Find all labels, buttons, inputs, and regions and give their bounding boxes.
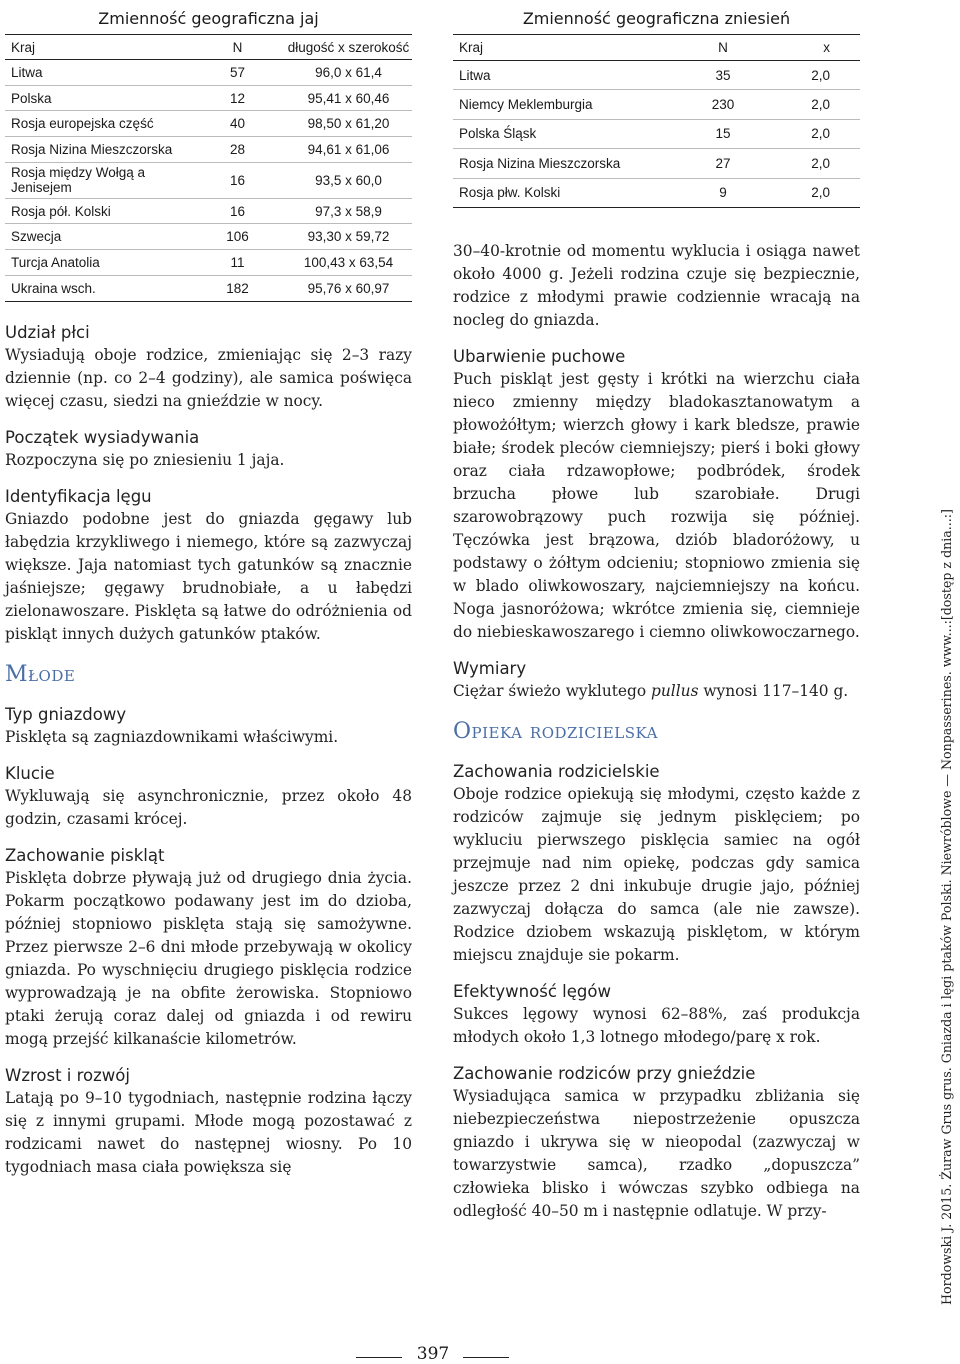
table-cell: 28	[229, 141, 246, 157]
section-heading: Zachowanie piskląt	[5, 845, 165, 865]
paragraph: Pisklęta są zagniazdownikami właściwymi.	[5, 727, 339, 746]
table-row	[453, 179, 860, 208]
footer-rule-right	[463, 1357, 509, 1358]
table-row	[5, 86, 412, 112]
table-cell: Rosja Nizina Mieszczorska	[11, 141, 173, 157]
side-citation: Hordowski J. 2015. Żuraw Grus grus. Gniazda i lęgi ptaków Polski. Niewróblowe — Nonpasserines. www...:[dostęp z dnia...:]	[939, 509, 954, 1305]
paragraph: Wykluwają się asynchronicznie, przez około 48 godzin, czasami krócej.	[5, 786, 412, 828]
paragraph: Wysiadująca samica w przypadku zbliżania się niebezpieczeństwa niepostrzeżenie opuszcza gniazdo i ukrywa się w nieopodal (zazwyczaj w towarzystwie samca), rzadko „dopuszcza” człowieka blisko i wówczas szybko odbiega na odległość 40–50 m i następnie odlatuje. W przy-	[453, 1086, 860, 1220]
footer-rule-left	[356, 1357, 402, 1358]
table-cell: 94,61 x 61,06	[307, 141, 390, 157]
text-run: wynosi 117–140 g.	[698, 681, 849, 700]
table-cell: 2,0	[811, 185, 830, 201]
paragraph: Latają po 9–10 tygodniach, następnie rodzina łączy się z innymi grupami. Młode mogą pozostawać z rodzicami nawet do następnej wiosny. Po 10 tygodniach masa ciała powiększa się	[5, 1088, 412, 1176]
table-row	[5, 163, 412, 199]
page-footer	[0, 1330, 960, 1364]
right-column	[453, 0, 860, 1223]
header-cell: Kraj	[11, 39, 36, 55]
table-cell: 16	[229, 203, 246, 219]
section-heading: Efektywność lęgów	[453, 981, 611, 1001]
header-cell: x	[823, 40, 830, 55]
paragraph: Rozpoczyna się po zniesieniu 1 jaja.	[5, 450, 285, 469]
section-heading: Zachowania rodzicielskie	[453, 761, 660, 781]
table-row	[5, 137, 412, 163]
table-cell: Litwa	[11, 64, 43, 80]
table-cell: 15	[715, 126, 731, 142]
clutch-size-table	[453, 0, 860, 208]
table-cell: 106	[226, 229, 249, 245]
table-cell: 57	[229, 64, 246, 80]
table-row	[5, 250, 412, 276]
table-cell: 95,76 x 60,97	[307, 280, 390, 296]
table-cell: 40	[229, 116, 246, 132]
chapter-heading: Opieka rodzicielska	[453, 718, 658, 744]
paragraph: Gniazdo podobne jest do gniazda gęgawy lub łabędzia krzykliwego i niemego, które są zazwyczaj większe. Jaja natomiast tych gatunków są znacznie jaśniejsze; gęgawy brudnobiałe, a u łabędzi zielonawoszare. Pisklęta są łatwe do odróżnienia od piskląt innych dużych gatunków ptaków.	[5, 509, 412, 643]
table-cell: 16	[229, 172, 246, 188]
left-column	[5, 0, 412, 1179]
table-header-row	[453, 35, 860, 61]
table-cell: 2,0	[811, 97, 830, 113]
paragraph: Wysiadują oboje rodzice, zmieniając się 2–3 razy dziennie (np. co 2–4 godziny), ale samica poświęca więcej czasu, siedzi na gnieździe w nocy.	[5, 345, 412, 410]
table-cell: Polska Śląsk	[459, 126, 537, 142]
table-cell: Litwa	[459, 67, 491, 83]
text-run: Ciężar świeżo wyklutego	[453, 681, 652, 700]
table-header-row	[5, 35, 412, 60]
paragraph	[453, 680, 860, 703]
table-row	[453, 149, 860, 178]
table-cell: 98,50 x 61,20	[307, 116, 390, 132]
paragraph: 30–40-krotnie od momentu wyklucia i osiąga nawet około 4000 g. Jeżeli rodzina czuje się bezpiecznie, rodzice z młodymi prawie codziennie wracają na nocleg do gniazda.	[453, 241, 860, 329]
egg-size-table	[5, 0, 412, 302]
section-heading: Klucie	[5, 763, 55, 783]
table-cell: 12	[229, 90, 246, 106]
table-cell: 93,30 x 59,72	[307, 229, 390, 245]
side-citation-strip	[930, 490, 958, 1305]
table-cell: Rosja płw. Kolski	[459, 185, 561, 201]
table-row	[453, 90, 860, 119]
section-heading: Ubarwienie puchowe	[453, 346, 626, 366]
table-cell: 11	[230, 254, 245, 270]
section-heading: Typ gniazdowy	[5, 704, 127, 724]
table-caption: Zmienność geograficzna zniesień	[522, 9, 791, 28]
table-cell: Rosja europejska część	[11, 116, 154, 132]
table-row	[5, 224, 412, 250]
table-cell: Ukraina wsch.	[11, 280, 96, 296]
paragraph: Pisklęta dobrze pływają już od drugiego dnia życia. Pokarm początkowo podawany jest im do dzioba, później stopniowo pisklęta stają się samożywne. Przez pierwsze 2–6 dni młode przebywają w okolicy gniazda. Po wyschnięciu drugiego pisklęcia rodzice wyprowadzają je na obfite żerowiska. Stopniowo ptaki żerują coraz dalej od gniazda i od rewiru mogą przejść kilkanaście kilometrów.	[5, 868, 412, 1048]
table-row	[5, 111, 412, 137]
table-cell: Turcja Anatolia	[11, 254, 100, 270]
table-cell: 230	[711, 97, 735, 113]
page-number: 397	[416, 1344, 450, 1364]
table-cell: Szwecja	[11, 229, 62, 245]
table-cell: 182	[226, 280, 249, 296]
header-cell: długość x szerokość	[287, 39, 410, 55]
table-cell: 9	[719, 185, 727, 201]
section-heading: Zachowanie rodziców przy gnieździe	[453, 1063, 756, 1083]
table-row	[5, 60, 412, 86]
table-cell: 2,0	[811, 126, 830, 142]
table-cell: Niemcy Meklemburgia	[459, 97, 593, 113]
header-cell: N	[232, 39, 243, 55]
section-heading: Udział płci	[5, 322, 90, 342]
paragraph: Sukces lęgowy wynosi 62–88%, zaś produkcja młodych około 1,3 lotnego młodego/parę x rok.	[453, 1004, 860, 1046]
table-caption: Zmienność geograficzna jaj	[98, 9, 319, 28]
table-cell: 27	[715, 155, 731, 171]
table-cell: 35	[715, 67, 731, 83]
section-heading: Początek wysiadywania	[5, 427, 200, 447]
table-row	[5, 199, 412, 225]
table-cell: 96,0 x 61,4	[315, 64, 382, 80]
table-cell: 2,0	[811, 155, 830, 171]
table-cell: 100,43 x 63,54	[303, 254, 394, 270]
section-heading: Wymiary	[453, 658, 527, 678]
header-cell: N	[718, 40, 728, 55]
table-row	[453, 120, 860, 149]
table-row	[453, 61, 860, 90]
paragraph: Puch piskląt jest gęsty i krótki na wierzchu ciała nieco zmienny między bladokasztanowatym a płowożółtym; wierzch głowy i kark bledsze, prawie białe; środek pleców ciemniejszy; pierś i boki głowy oraz ciała rdzawopłowe; podbródek, środek brzucha płowe lub szarobiałe. Drugi szarowobrązowy puch rozwija się później. Tęczówka jest brązowa, dziób bladoróżowy, u podstawy o żółtym odcieniu; stopniowo zmienia się w blado oliwkowoszary, najciemniejszy na końcu. Noga jasnoróżowa; wkrótce zmienia się, ciemnieje do niebieskawoszarego i ciemno oliwkowoczarnego.	[453, 369, 860, 641]
table-cell: 2,0	[811, 67, 830, 83]
chapter-heading: Młode	[5, 661, 76, 687]
table-cell: Rosja Nizina Mieszczorska	[459, 155, 621, 171]
table-cell: Rosja pół. Kolski	[11, 203, 111, 219]
latin-term: pullus	[651, 681, 699, 700]
table-cell: Rosja między Wołgą a Jenisejem	[11, 165, 146, 196]
table-cell: 93,5 x 60,0	[315, 172, 382, 188]
paragraph: Oboje rodzice opiekują się młodymi, często każde z rodziców zajmuje się jednym pisklęciem; po wykluciu pierwszego pisklęcia samiec na ogół przejmuje nad nim opiekę, podczas gdy samica jeszcze przez 2 dni inkubuje drugie jajo, później zazwyczaj dołącza do samca (ale nie zawsze). Rodzice dziobem wskazują pisklętom, w którym miejscu znajduje sie pokarm.	[453, 784, 860, 964]
table-row	[5, 276, 412, 302]
table-cell: Polska	[11, 90, 52, 106]
table-cell: 95,41 x 60,46	[307, 90, 390, 106]
table-cell: 97,3 x 58,9	[315, 203, 382, 219]
header-cell: Kraj	[459, 40, 484, 55]
section-heading: Wzrost i rozwój	[5, 1065, 130, 1085]
section-heading: Identyfikacja lęgu	[5, 486, 152, 506]
